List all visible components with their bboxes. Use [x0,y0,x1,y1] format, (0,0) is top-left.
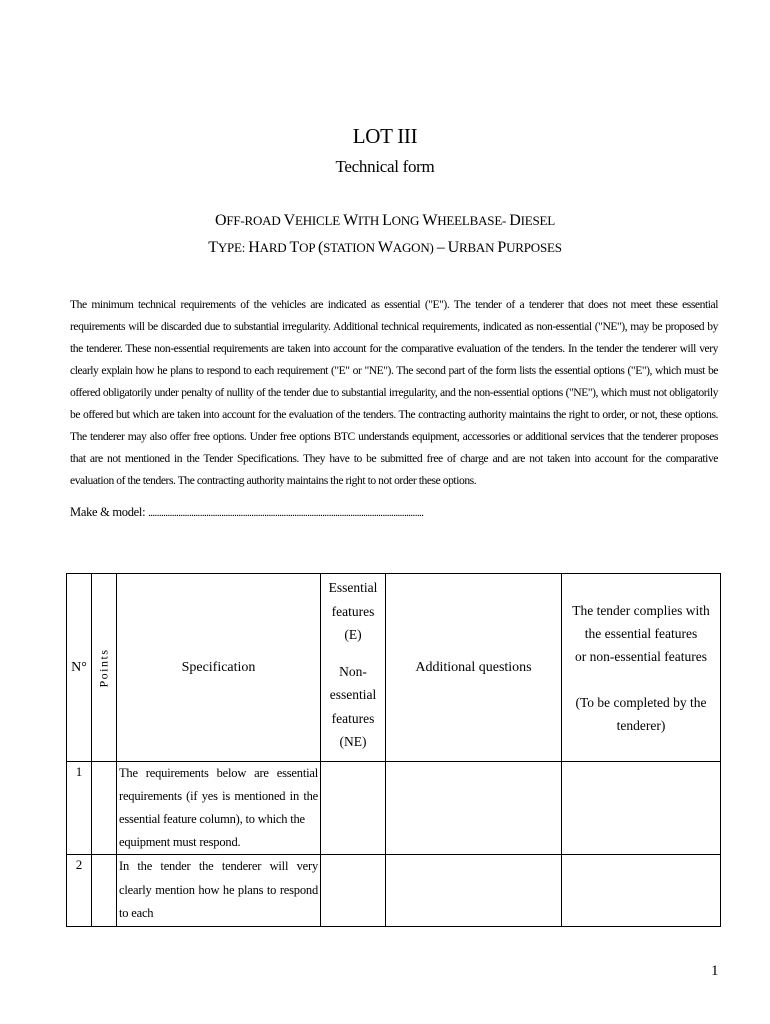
row-specification-text: The requirements below are essential requirements (if yes is mentioned in the essential feature column), to which the [119,766,318,826]
vehicle-type-subtitle-text: TYPE: HARD TOP (STATION WAGON) – URBAN PURPOSES [208,239,562,256]
header-complies-line: the essential features [584,625,698,641]
header-points-label: Points [96,647,111,688]
header-essential-features [321,574,386,762]
form-title: Technical form [335,157,435,176]
vehicle-subtitle-text: OFF-ROAD VEHICLE WITH LONG WHEELBASE- DIESEL [214,212,556,229]
header-essential-line: (E) [344,627,362,642]
header-no: N° [67,574,92,762]
page-number: 1 [711,963,719,979]
table-row [67,762,721,855]
vehicle-subtitle [0,212,770,230]
row-points-cell[interactable] [92,855,117,927]
header-tender-complies [562,574,721,762]
lot-title: LOT III [352,124,418,148]
make-model-label: Make & model: [70,505,146,519]
technical-form-table [66,573,721,927]
header-additional-questions: Additional questions [386,574,562,762]
row-specification-text: In the tender the tenderer will very clearly mention how he plans to respond to each [119,859,318,920]
row-essential-cell[interactable] [321,762,386,855]
row-points-cell[interactable] [92,762,117,855]
row-number: 2 [67,855,92,927]
header-essential-line: (NE) [339,734,367,749]
header-essential-line: Non- [339,663,367,679]
row-number: 1 [67,762,92,855]
header-essential-line: features [331,710,375,726]
row-specification [117,762,321,855]
table-header-row [67,574,721,762]
header-points [92,574,117,762]
header-specification: Specification [117,574,321,762]
header-complies-line: The tender complies with [572,602,710,618]
row-complies-cell[interactable] [562,762,721,855]
intro-paragraph: The minimum technical requirements of the vehicles are indicated as essential ("E"). The tender of a tenderer that does not meet these essential requirements will be discarded due to substantial irregularity. Additional technical requirements, indicated as non-essential ("NE"), may be proposed by the tenderer. These non-essential requirements are taken into account for the comparative evaluation of the tenders. In the tender the tenderer will very clearly explain how he plans to respond to each requirement ("E" or "NE"). The second part of the form lists the essential options ("E"), which must be offered obligatorily under penalty of nullity of the tender due to substantial irregularity, and the non-essential options ("NE"), which must not obligatorily be offered but which are taken into account for the evaluation of the tenders. The contracting authority maintains the right to order, or not, these options. The tenderer may also offer free options. Under free options BTC understands equipment, accessories or additional services that the tenderer proposes that are not mentioned in the Tender Specifications. They have to be submitted free of charge and are not taken into account for the comparative evaluation of the tenders. The contracting authority maintains the right to not order these options. [70,298,718,487]
row-complies-cell[interactable] [562,855,721,927]
make-model-line [70,505,423,520]
table-row [67,855,721,927]
row-additional-questions-cell[interactable] [386,762,562,855]
header-complies-line: or non-essential features [575,648,707,664]
row-specification [117,855,321,927]
header-essential-line: features [331,603,375,619]
vehicle-type-subtitle [0,239,770,257]
row-specification-last-line: equipment must respond. [119,835,241,849]
header-complies-line: tenderer) [616,717,666,733]
row-additional-questions-cell[interactable] [386,855,562,927]
header-essential-line: essential [329,687,377,702]
row-essential-cell[interactable] [321,855,386,927]
header-complies-line: (To be completed by the [575,694,707,710]
make-model-fill-in[interactable]: ................................................................................................................................ [148,507,424,519]
header-essential-line: Essential [328,580,378,595]
